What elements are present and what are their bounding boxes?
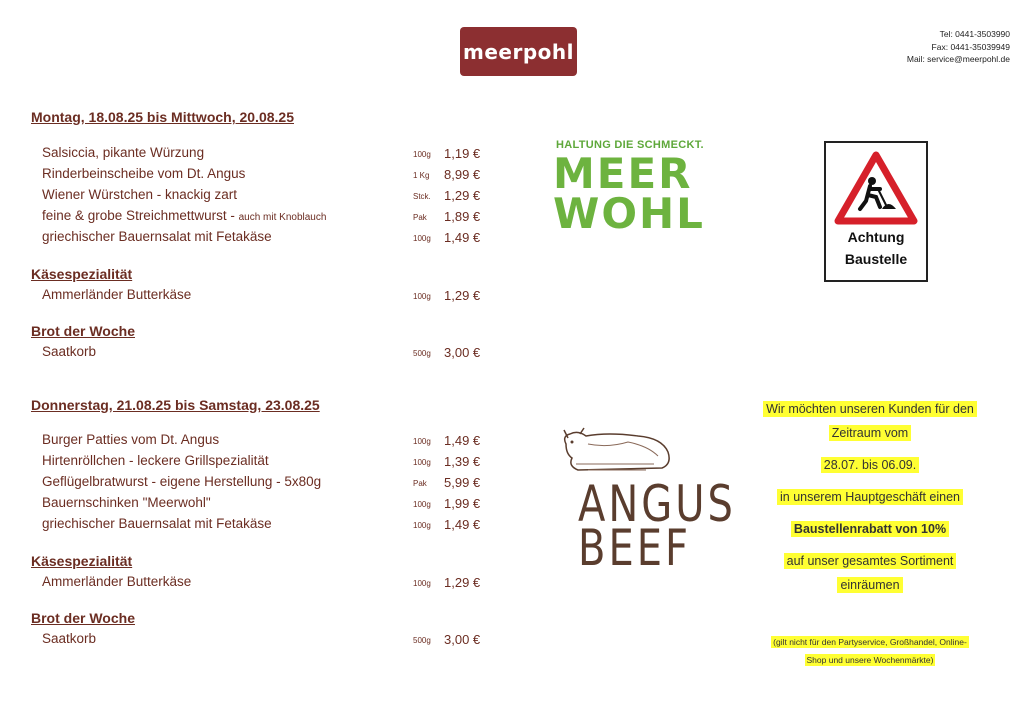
menu-item-name: Salsiccia, pikante Würzung [42,145,205,160]
notice-line-bold: Baustellenrabatt von 10% [740,520,1000,538]
menu-item-price: 8,99 € [444,167,481,182]
section1-heading: Montag, 18.08.25 bis Mittwoch, 20.08.25 [31,109,294,125]
menu-item-unit: 100g [413,521,431,530]
menu-item-price: 1,49 € [444,517,481,532]
notice-line: auf unser gesamtes Sortiment [740,552,1000,570]
menu-item-price: 5,99 € [444,475,481,490]
menu-item-unit: 100g [413,292,431,301]
warning-triangle-icon [826,149,926,229]
cow-illustration-icon [558,424,676,476]
menu-item-name: Rinderbeinscheibe vom Dt. Angus [42,166,246,181]
menu-item-name: griechischer Bauernsalat mit Fetakäse [42,229,272,244]
contact-fax: Fax: 0441-35039949 [931,41,1010,52]
menu-item-price: 1,29 € [444,575,481,590]
notice-line: einräumen [740,576,1000,594]
menu-item-unit: 100g [413,150,431,159]
menu-item-name: Saatkorb [42,631,97,646]
section2-heading: Donnerstag, 21.08.25 bis Samstag, 23.08.25 [31,397,320,413]
menu-item-unit: 100g [413,234,431,243]
meerpohl-logo: meerpohl [460,27,577,76]
menu-item-unit: 100g [413,437,431,446]
menu-item-unit: 500g [413,636,431,645]
menu-item-price: 3,00 € [444,632,481,647]
menu-item-name: Burger Patties vom Dt. Angus [42,432,220,447]
menu-item-name: Bauernschinken "Meerwohl" [42,495,211,510]
menu-item-name: Saatkorb [42,344,97,359]
menu-item-price: 1,19 € [444,146,481,161]
menu-item-name: Geflügelbratwurst - eigene Herstellung - 5x80g [42,474,322,489]
menu-item-unit: Pak [413,479,427,488]
cheese-heading: Käsespezialität [31,266,133,282]
notice-line: 28.07. bis 06.09. [740,456,1000,474]
menu-item-price: 3,00 € [444,345,481,360]
menu-item-name: Wiener Würstchen - knackig zart [42,187,238,202]
contact-tel: Tel: 0441-3503990 [939,29,1010,39]
contact-mail: Mail: service@meerpohl.de [906,54,1010,64]
notice-footnote: (gilt nicht für den Partyservice, Großhandel, Online- [773,637,967,647]
meerwohl-tagline: HALTUNG DIE SCHMECKT. [556,139,704,151]
menu-item-unit: 1 Kg [413,171,430,180]
menu-item-price: 1,49 € [444,433,481,448]
meerwohl-line2: WOHL [553,189,705,238]
menu-item-price: 1,89 € [444,209,481,224]
notice-footnote: Shop und unsere Wochenmärkte) [806,655,934,665]
menu-item-price: 1,29 € [444,188,481,203]
notice-line: Wir möchten unseren Kunden für den [740,400,1000,418]
menu-item-name: Ammerländer Butterkäse [42,287,192,302]
menu-item-price: 1,99 € [444,496,481,511]
angus-word: ANGUS [578,476,736,534]
menu-item-price: 1,49 € [444,230,481,245]
sign-line1: Achtung [847,229,905,245]
menu-item-name-text: feine & grobe Streichmettwurst - [42,208,239,223]
beef-word: BEEF [578,520,691,578]
menu-item-name: Ammerländer Butterkäse [42,574,192,589]
notice-line: Zeitraum vom [740,424,1000,442]
menu-item-name: griechischer Bauernsalat mit Fetakäse [42,516,272,531]
bread-heading: Brot der Woche [31,323,135,339]
menu-item-price: 1,39 € [444,454,481,469]
menu-item-unit: 100g [413,458,431,467]
meerwohl-line1: MEER [553,149,693,198]
contact-info [907,28,1010,66]
notice-line: in unserem Hauptgeschäft einen [740,488,1000,506]
menu-item-unit: 100g [413,579,431,588]
menu-item-unit: Stck. [413,192,431,201]
menu-item-unit: 500g [413,349,431,358]
menu-item-unit: Pak [413,213,427,222]
menu-item-name: Hirtenröllchen - leckere Grillspezialität [42,453,269,468]
menu-item-note: auch mit Knoblauch [238,212,327,223]
cheese-heading: Käsespezialität [31,553,133,569]
menu-item-name [42,208,326,223]
menu-item-price: 1,29 € [444,288,481,303]
sign-line2: Baustelle [844,251,908,267]
construction-warning-sign [824,141,928,282]
bread-heading: Brot der Woche [31,610,135,626]
menu-item-unit: 100g [413,500,431,509]
